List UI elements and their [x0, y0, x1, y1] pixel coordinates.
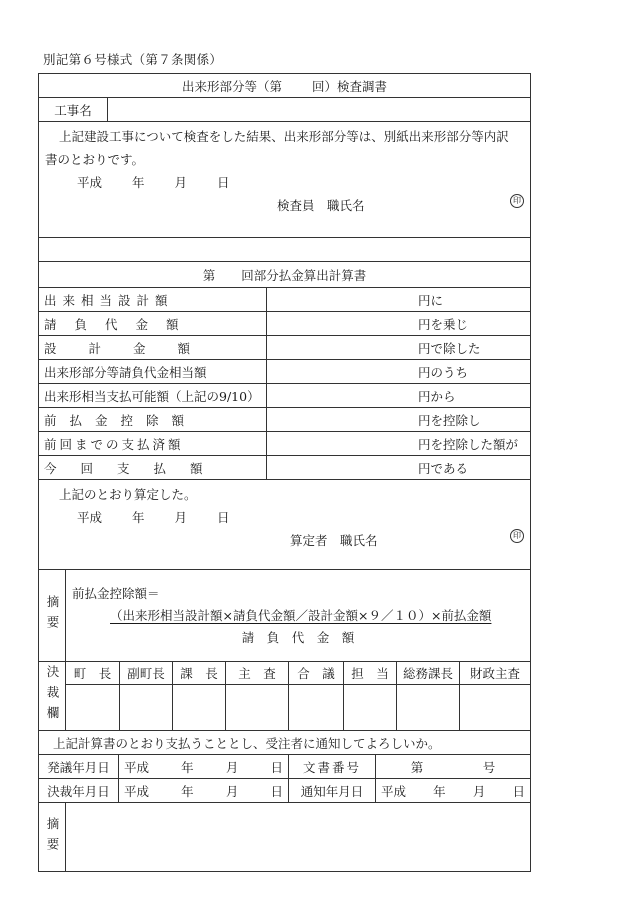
calc-row — [38, 336, 531, 360]
form-number-label: 別記第６号様式（第７条関係） — [43, 52, 223, 67]
proposal-date-row — [38, 755, 531, 779]
decision-date-field[interactable]: 平成 年 月 日 — [118, 779, 288, 802]
formula-denominator: 請 負 代 金 額 — [241, 629, 355, 645]
calc-row-value[interactable]: 円に — [266, 288, 530, 311]
seal-icon: 印 — [510, 529, 524, 543]
approval-column-header: 担 当 — [343, 662, 396, 684]
work-name-field[interactable] — [107, 98, 530, 121]
calc-row-label: 出来形部分等請負代金相当額 — [44, 364, 207, 380]
approval-label: 決裁欄 — [45, 665, 60, 727]
calculation-date: 平成 年 月 日 — [77, 510, 230, 525]
summary-label: 摘要 — [45, 595, 60, 636]
approval-column-header: 合 議 — [288, 662, 343, 684]
summary-formula — [65, 570, 530, 661]
inspection-title — [39, 74, 530, 97]
remarks-block — [38, 803, 531, 872]
notice-date-label: 通知年月日 — [288, 779, 375, 802]
calc-row — [38, 432, 531, 456]
approval-stamp-row — [66, 685, 530, 730]
approval-stamp-cell[interactable] — [459, 685, 530, 730]
calc-row — [38, 312, 531, 336]
approval-column-header: 副町長 — [119, 662, 172, 684]
calculator-label: 算定者 職氏名 — [290, 533, 378, 548]
decision-date-row — [38, 779, 531, 803]
approval-column-header: 主 査 — [225, 662, 288, 684]
calc-row — [38, 456, 531, 480]
calc-row-label: 今回支払額 — [44, 460, 227, 476]
calc-row-label: 前払金控除額 — [44, 412, 198, 428]
approval-stamp-cell[interactable] — [119, 685, 172, 730]
inspection-statement-block — [38, 122, 531, 238]
formula-numerator: （出来形相当設計額×請負代金額／設計金額×９／１０）×前払金額 — [110, 607, 492, 623]
notice-date-field[interactable]: 平成 年 月 日 — [375, 779, 530, 802]
approval-block — [38, 662, 531, 731]
calc-row — [38, 288, 531, 312]
doc-number-label: 文書番号 — [288, 755, 375, 778]
calc-row-value[interactable]: 円で除した — [266, 336, 530, 359]
approval-column-header: 総務課長 — [396, 662, 459, 684]
inspector-line — [45, 194, 524, 217]
approval-stamp-cell[interactable] — [396, 685, 459, 730]
decision-date-label: 決裁年月日 — [47, 783, 110, 799]
inspection-form — [38, 73, 531, 872]
approval-stamp-cell[interactable] — [172, 685, 225, 730]
inspection-statement-line1: 上記建設工事について検査をした結果、出来形部分等は、別紙出来形部分等内訳 — [59, 129, 509, 144]
doc-number-field[interactable]: 第 号 — [375, 755, 530, 778]
calc-row-label: 請負代金額 — [44, 316, 197, 332]
calculator-line — [45, 529, 524, 552]
approval-grid — [65, 662, 530, 730]
calc-row-label: 前回までの支払済額 — [44, 436, 184, 452]
calculation-closing-text: 上記のとおり算定した。 — [59, 487, 197, 502]
calc-row-label: 出来相当設計額 — [44, 292, 174, 308]
calc-row — [38, 408, 531, 432]
calc-row-value[interactable]: 円を控除し — [266, 408, 530, 431]
calc-row-value[interactable]: 円を控除した額が — [266, 432, 530, 455]
inspection-title-prefix: 出来形部分等（第 — [181, 78, 282, 94]
payment-notice-row — [38, 731, 531, 755]
calc-row-value[interactable]: 円のうち — [266, 360, 530, 383]
remarks-field[interactable] — [65, 803, 530, 871]
proposal-date-field[interactable]: 平成 年 月 日 — [118, 755, 288, 778]
approval-stamp-cell[interactable] — [288, 685, 343, 730]
inspection-title-suffix: 回）検査調書 — [312, 78, 388, 94]
calc-row-label: 出来形相当支払可能額（上記の9/10） — [44, 388, 260, 404]
calc-row-value[interactable]: 円から — [266, 384, 530, 407]
seal-icon: 印 — [510, 194, 524, 208]
approval-column-header: 町 長 — [73, 666, 112, 681]
proposal-date-label: 発議年月日 — [47, 759, 110, 775]
approval-column-header: 財政主査 — [459, 662, 530, 684]
approval-stamp-cell[interactable] — [225, 685, 288, 730]
calculation-title-row — [38, 262, 531, 288]
summary-block — [38, 570, 531, 662]
approval-header-row — [66, 662, 530, 685]
approval-stamp-cell[interactable] — [343, 685, 396, 730]
inspection-date: 平成 年 月 日 — [77, 175, 230, 190]
inspection-statement-line2: 書のとおりです。 — [45, 152, 145, 167]
inspection-title-row — [38, 73, 531, 98]
calculation-closing-block — [38, 480, 531, 570]
remarks-label: 摘要 — [45, 816, 60, 858]
approval-stamp-cell[interactable] — [66, 685, 119, 730]
calc-row-value[interactable]: 円を乗じ — [266, 312, 530, 335]
calc-row — [38, 384, 531, 408]
blank-row — [38, 238, 531, 262]
payment-notice-text: 上記計算書のとおり支払うこととし、受注者に通知してよろしいか。 — [53, 735, 441, 751]
formula-line1: 前払金控除額＝ — [72, 585, 160, 601]
work-name-row — [38, 98, 531, 122]
inspector-label: 検査員 職氏名 — [277, 198, 365, 213]
calc-row-label: 設計金額 — [44, 340, 223, 356]
calc-row — [38, 360, 531, 384]
calc-row-value[interactable]: 円である — [266, 456, 530, 479]
calculation-title: 第 回部分払金算出計算書 — [202, 267, 367, 283]
approval-column-header: 課 長 — [172, 662, 225, 684]
work-name-label: 工事名 — [54, 102, 92, 118]
